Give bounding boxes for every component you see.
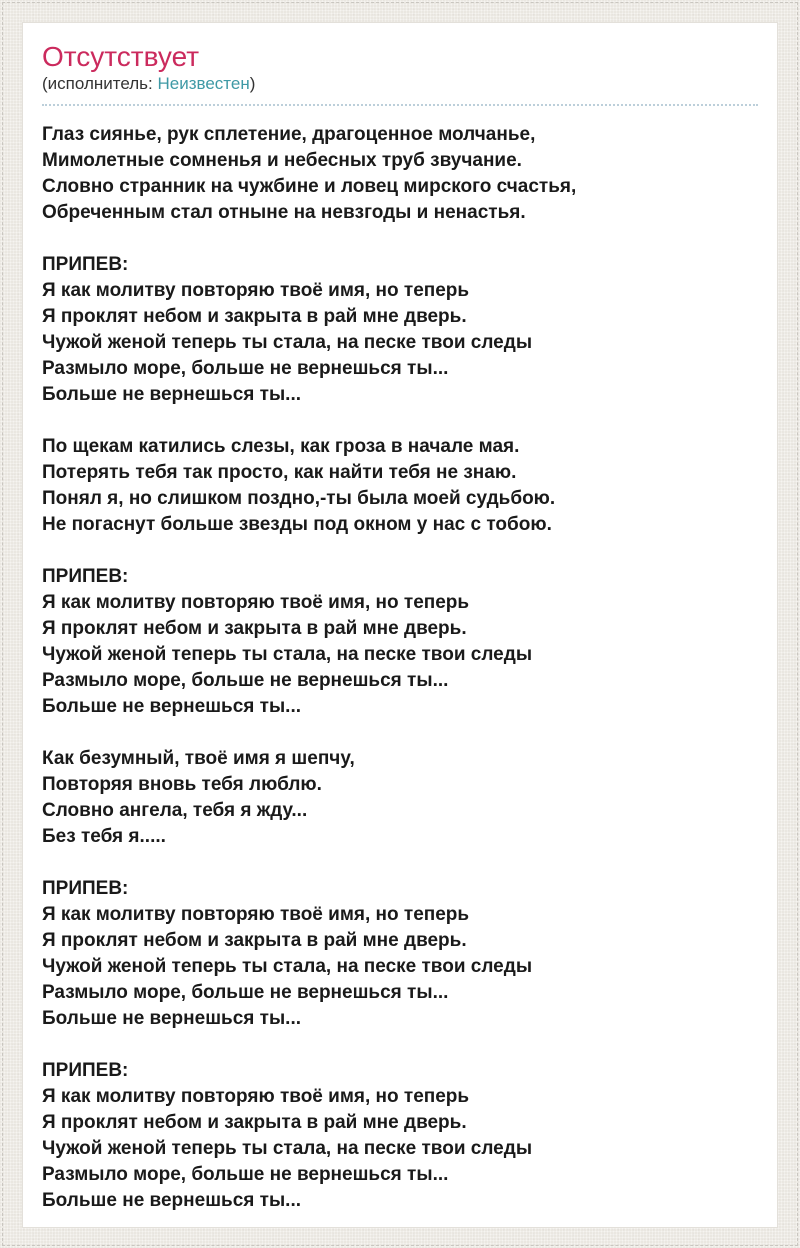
song-title-link[interactable]: Отсутствует: [42, 41, 200, 72]
lyric-line: Я как молитву повторяю твоё имя, но теперь: [42, 904, 470, 925]
lyric-line: Чужой женой теперь ты стала, на песке твои следы: [42, 332, 533, 353]
lyric-line: Мимолетные сомненья и небесных труб звучание.: [42, 150, 522, 171]
lyric-line: Больше не вернешься ты...: [42, 1190, 302, 1211]
song-header: [42, 23, 758, 106]
lyric-line: ПРИПЕВ:: [42, 878, 129, 899]
lyric-line: Чужой женой теперь ты стала, на песке твои следы: [42, 1138, 533, 1159]
artist-label-suffix: ): [249, 74, 256, 93]
lyric-line: Больше не вернешься ты...: [42, 696, 302, 717]
lyric-line: Больше не вернешься ты...: [42, 1008, 302, 1029]
stanza: [42, 252, 758, 408]
lyric-line: Не погаснут больше звезды под окном у нас с тобою.: [42, 514, 552, 535]
lyric-line: Я проклят небом и закрыта в рай мне дверь.: [42, 930, 467, 951]
stanza: [42, 564, 758, 720]
lyric-line: Без тебя я.....: [42, 826, 166, 847]
lyric-line: Словно странник на чужбине и ловец мирского счастья,: [42, 176, 577, 197]
lyric-line: Я как молитву повторяю твоё имя, но теперь: [42, 592, 470, 613]
lyric-line: Размыло море, больше не вернешься ты...: [42, 1164, 449, 1185]
lyric-line: По щекам катились слезы, как гроза в начале мая.: [42, 436, 520, 457]
lyric-line: Глаз сиянье, рук сплетение, драгоценное молчанье,: [42, 124, 536, 145]
stanza: [42, 434, 758, 538]
lyric-line: Чужой женой теперь ты стала, на песке твои следы: [42, 956, 533, 977]
lyric-line: Обреченным стал отныне на невзгоды и ненастья.: [42, 202, 526, 223]
lyrics-body: [42, 106, 758, 1214]
lyric-line: Повторяя вновь тебя люблю.: [42, 774, 322, 795]
artist-link[interactable]: Неизвестен: [157, 74, 250, 93]
lyric-line: ПРИПЕВ:: [42, 566, 129, 587]
lyric-line: Размыло море, больше не вернешься ты...: [42, 982, 449, 1003]
lyric-line: Я проклят небом и закрыта в рай мне дверь.: [42, 306, 467, 327]
lyric-line: Я как молитву повторяю твоё имя, но теперь: [42, 1086, 470, 1107]
artist-line: [42, 74, 758, 94]
stanza: [42, 122, 758, 226]
stanza: [42, 746, 758, 850]
lyric-line: Размыло море, больше не вернешься ты...: [42, 670, 449, 691]
lyric-line: Больше не вернешься ты...: [42, 384, 302, 405]
lyric-line: Понял я, но слишком поздно,-ты была моей судьбою.: [42, 488, 556, 509]
lyric-line: Словно ангела, тебя я жду...: [42, 800, 308, 821]
lyric-line: ПРИПЕВ:: [42, 1060, 129, 1081]
lyric-line: Размыло море, больше не вернешься ты...: [42, 358, 449, 379]
lyric-line: Я проклят небом и закрыта в рай мне дверь.: [42, 618, 467, 639]
artist-label-prefix: (исполнитель:: [42, 74, 158, 93]
page-title: [42, 42, 758, 72]
stanza: [42, 1058, 758, 1214]
song-card: [22, 22, 778, 1228]
lyric-line: Чужой женой теперь ты стала, на песке твои следы: [42, 644, 533, 665]
lyric-line: Потерять тебя так просто, как найти тебя не знаю.: [42, 462, 517, 483]
lyric-line: ПРИПЕВ:: [42, 254, 129, 275]
lyric-line: Я как молитву повторяю твоё имя, но теперь: [42, 280, 470, 301]
lyric-line: Я проклят небом и закрыта в рай мне дверь.: [42, 1112, 467, 1133]
lyric-line: Как безумный, твоё имя я шепчу,: [42, 748, 355, 769]
stanza: [42, 876, 758, 1032]
